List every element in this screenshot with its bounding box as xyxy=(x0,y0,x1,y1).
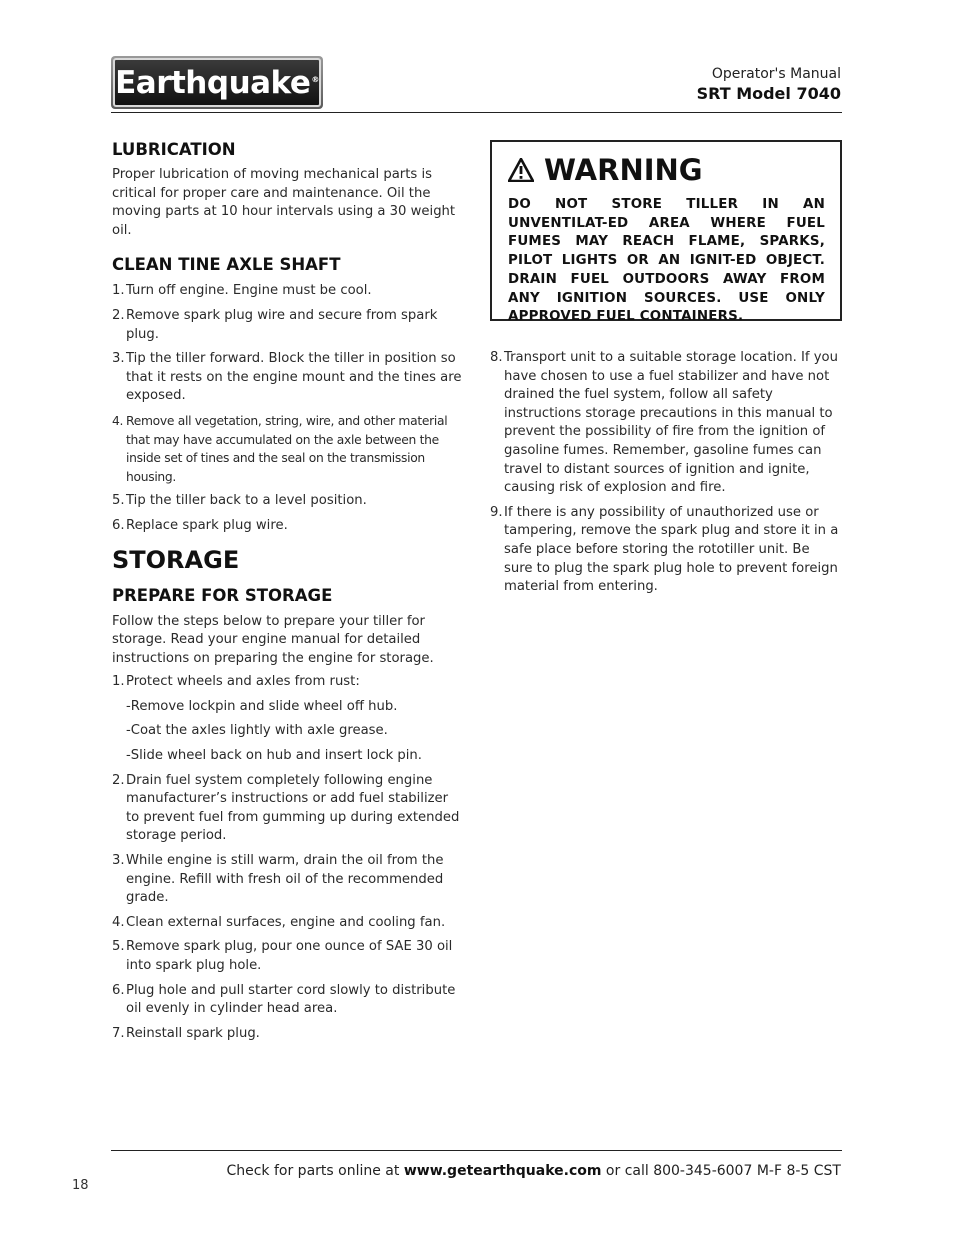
storage-step: 5. Remove spark plug, pour one ounce of SAE 30 oil into spark plug hole. xyxy=(112,939,453,973)
warning-title-row xyxy=(508,152,825,188)
storage-sub-step: -Slide wheel back on hub and insert lock pin. xyxy=(126,748,422,764)
warning-box xyxy=(490,140,842,325)
header-divider xyxy=(111,112,842,113)
storage-intro: Follow the steps below to prepare your tiller for storage. Read your engine manual for detailed instructions on preparing the engine for storage. xyxy=(112,613,434,666)
earthquake-logo xyxy=(111,56,323,109)
storage-heading: STORAGE xyxy=(112,545,240,574)
warning-triangle-icon xyxy=(508,158,534,182)
registered-mark: ® xyxy=(311,75,319,84)
storage-step: 8. Transport unit to a suitable storage location. If you have chosen to use a fuel stabilizer and have not drained the fuel system, follow all safety instructions storage precautions in this manual to prevent the possibility of fire from the ignition of gasoline fumes. Remember, gasoline fumes can travel to distant sources of ignition and ignite, causing risk of explosion and fire. xyxy=(490,350,838,496)
clean-tine-heading: CLEAN TINE AXLE SHAFT xyxy=(112,255,341,275)
footer-suffix: or call 800-345-6007 M-F 8-5 CST xyxy=(601,1163,841,1179)
storage-sub-step: -Remove lockpin and slide wheel off hub. xyxy=(126,698,398,714)
storage-step: 3. While engine is still warm, drain the oil from the engine. Refill with fresh oil of the recommended grade. xyxy=(112,853,444,906)
storage-steps xyxy=(112,673,464,1043)
storage-step: 2. Drain fuel system completely following engine manufacturer’s instructions or add fuel stabilizer to prevent fuel from gumming up during extended storage period. xyxy=(112,772,460,844)
manual-label: Operator's Manual xyxy=(711,66,841,82)
storage-step: 1. Protect wheels and axles from rust: xyxy=(112,674,360,690)
page-number: 18 xyxy=(72,1178,89,1193)
storage-step: 4. Clean external surfaces, engine and cooling fan. xyxy=(112,914,446,930)
lubrication-body: Proper lubrication of moving mechanical parts is critical for proper care and maintenance. Oil the moving parts at 10 hour intervals using a 30 weight oil. xyxy=(112,167,456,238)
left-column xyxy=(112,138,464,1043)
clean-tine-step: 5. Tip the tiller back to a level position. xyxy=(112,493,367,509)
storage-sub-step: -Coat the axles lightly with axle grease. xyxy=(126,723,388,739)
warning-title: WARNING xyxy=(544,153,703,187)
clean-tine-step: 4. Remove all vegetation, string, wire, and other material that may have accumulated on the axle between the inside set of tines and the seal on the transmission housing. xyxy=(112,413,448,484)
storage-step: 6. Plug hole and pull starter cord slowly to distribute oil evenly in cylinder head area. xyxy=(112,982,456,1017)
clean-tine-step: 6. Replace spark plug wire. xyxy=(112,517,288,533)
prepare-storage-heading: PREPARE FOR STORAGE xyxy=(112,585,333,605)
storage-step: 9. If there is any possibility of unauthorized use or tampering, remove the spark plug and store it in a safe place before storing the rototiller unit. Be sure to plug the spark plug hole to prevent foreign material from entering. xyxy=(490,504,839,595)
model-label: SRT Model 7040 xyxy=(696,84,841,103)
footer-website-link[interactable]: www.getearthquake.com xyxy=(403,1163,602,1179)
storage-steps-continued xyxy=(490,349,842,597)
logo-plate xyxy=(113,58,321,107)
right-column xyxy=(490,140,842,597)
clean-tine-step: 1. Turn off engine. Engine must be cool. xyxy=(112,283,372,299)
clean-tine-steps xyxy=(112,282,464,535)
footer-prefix: Check for parts online at xyxy=(226,1163,404,1179)
warning-text: DO NOT STORE TILLER IN AN UNVENTILAT-ED AREA WHERE FUEL FUMES MAY REACH FLAME, SPARKS, PILOT LIGHTS OR AN IGNIT-ED OBJECT. DRAIN FUEL OUTDOORS AWAY FROM ANY IGNITION SOURCES. USE ONLY APPROVED FUEL CONTAINERS. xyxy=(508,197,825,325)
footer-divider xyxy=(111,1150,842,1151)
lubrication-heading: LUBRICATION xyxy=(112,140,236,159)
logo-text: Earthquake xyxy=(115,64,311,101)
header-title-block xyxy=(697,65,841,105)
clean-tine-step: 2. Remove spark plug wire and secure from spark plug. xyxy=(112,307,438,342)
clean-tine-step: 3. Tip the tiller forward. Block the tiller in position so that it rests on the engine mount and the tines are exposed. xyxy=(112,351,462,404)
storage-step: 7. Reinstall spark plug. xyxy=(112,1025,260,1041)
footer-text xyxy=(226,1163,841,1179)
